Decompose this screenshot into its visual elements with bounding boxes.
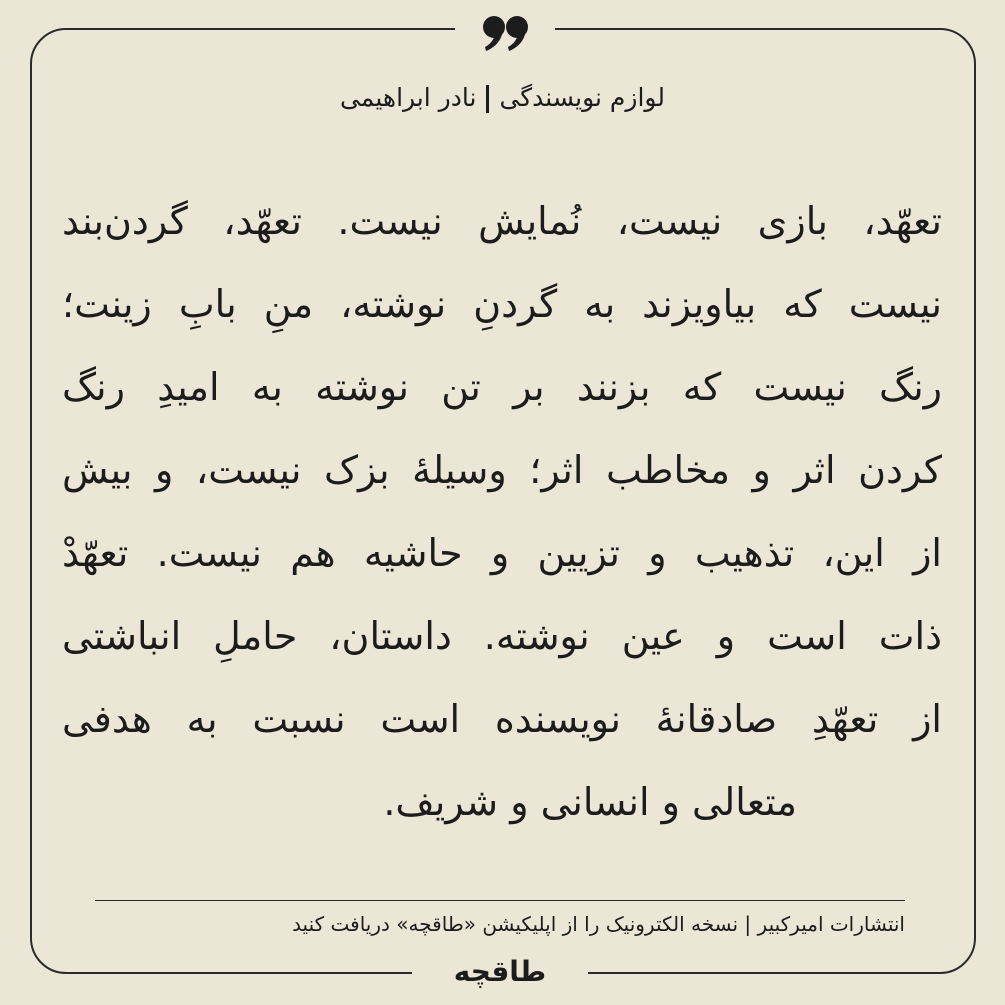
taaghche-logo: طاقچه xyxy=(453,955,547,988)
quote-line: رنگ نیست که بزنند بر تن نوشته به امیدِ رنگ xyxy=(62,365,942,409)
quote-line: کردن اثر و مخاطب اثر؛ وسیلهٔ بزک نیست، و بیش xyxy=(62,448,942,492)
book-header xyxy=(280,78,725,118)
quote-line: تعهّد، بازی نیست، نُمایش نیست. تعهّد، گردن‌بند xyxy=(62,199,942,243)
quote-line: نیست که بیاویزند به گردنِ نوشته، منِ بابِ زینت؛ xyxy=(62,282,942,326)
book-title: لوازم نویسندگی xyxy=(499,83,665,112)
quote-line: از این، تذهیب و تزیین و حاشیه هم نیست. تعهّدْ xyxy=(62,531,942,575)
book-author: نادر ابراهیمی xyxy=(340,83,477,112)
quote-body xyxy=(62,180,942,844)
footer-credit: انتشارات امیرکبیر | نسخه الکترونیک را از اپلیکیشن «طاقچه» دریافت کنید xyxy=(292,912,905,936)
quote-line: ذات است و عین نوشته. داستان، حاملِ انباشتی xyxy=(62,614,942,658)
quote-line: از تعهّدِ صادقانهٔ نویسنده است نسبت به هدفی xyxy=(62,697,942,741)
quote-line: متعالی و انسانی و شریف. xyxy=(383,780,797,824)
footer-divider xyxy=(95,900,905,901)
quote-mark-icon xyxy=(474,5,534,65)
header-divider xyxy=(486,85,489,113)
